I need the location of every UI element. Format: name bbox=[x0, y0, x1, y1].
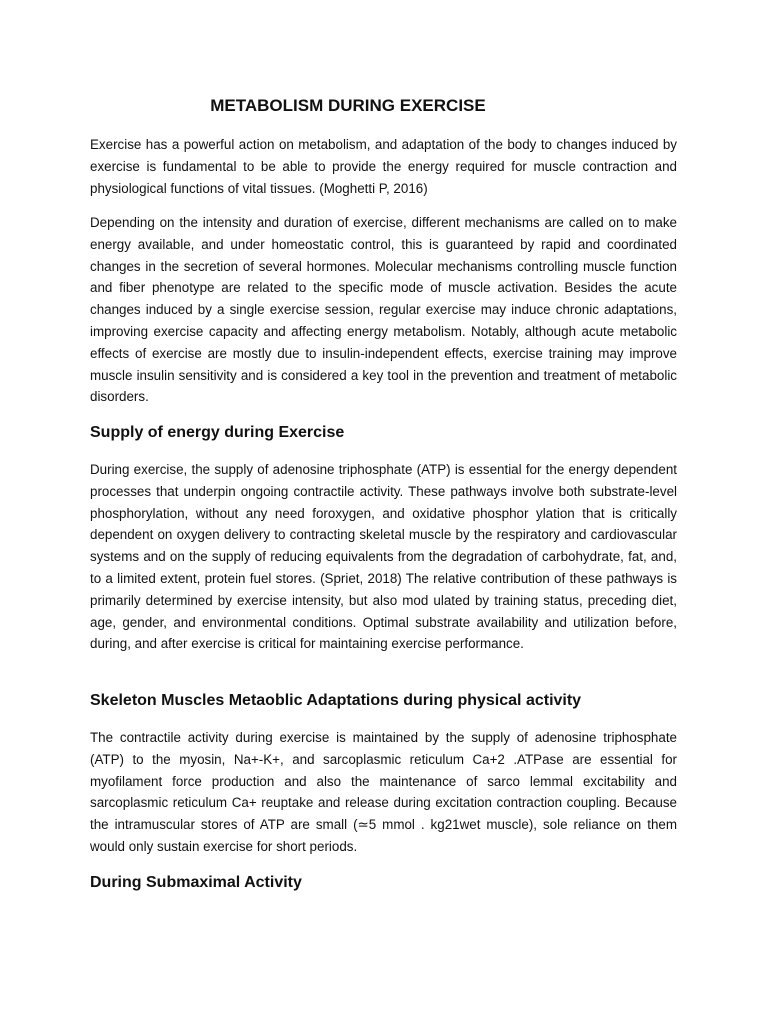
document-title: METABOLISM DURING EXERCISE bbox=[210, 96, 486, 115]
intro-paragraph-2: Depending on the intensity and duration of exercise, different mechanisms are called on to make energy available, and under homeostatic control, this is guaranteed by rapid and coordinated changes in the secretion of several hormones. Molecular mechanisms controlling muscle function and fiber phenotype are related to the specific mode of muscle activation. Besides the acute changes induced by a single exercise session, regular exercise may induce chronic adaptations, improving exercise capacity and affecting energy metabolism. Notably, although acute metabolic effects of exercise are mostly due to insulin-independent effects, exercise training may improve muscle insulin sensitivity and is considered a key tool in the prevention and treatment of metabolic disorders. bbox=[90, 215, 677, 405]
section-heading-submaximal: During Submaximal Activity bbox=[90, 874, 302, 891]
section-heading-energy-supply: Supply of energy during Exercise bbox=[90, 424, 345, 441]
section-paragraph-muscle-adaptations: The contractile activity during exercise is maintained by the supply of adenosine triphosphate (ATP) to the myosin, Na+-K+, and sarcoplasmic reticulum Ca+2 .ATPase are essential for myofilament force production and also the maintenance of sarco lemmal excitability and sarcoplasmic reticulum Ca+ reuptake and release during excitation contraction coupling. Because the intramuscular stores of ATP are small (≃5 mmol . kg21wet muscle), sole reliance on them would only sustain exercise for short periods. bbox=[90, 730, 677, 854]
intro-paragraph-1: Exercise has a powerful action on metabolism, and adaptation of the body to changes induced by exercise is fundamental to be able to provide the energy required for muscle contraction and physiological functions of vital tissues. (Moghetti P, 2016) bbox=[90, 137, 677, 196]
section-heading-muscle-adaptations: Skeleton Muscles Metaoblic Adaptations during physical activity bbox=[90, 692, 582, 709]
section-paragraph-energy-supply: During exercise, the supply of adenosine triphosphate (ATP) is essential for the energy dependent processes that underpin ongoing contractile activity. These pathways involve both substrate-level phosphorylation, without any need foroxygen, and oxidative phosphor ylation that is critically dependent on oxygen delivery to contracting skeletal muscle by the respiratory and cardiovascular systems and on the supply of reducing equivalents from the degradation of carbohydrate, fat, and, to a limited extent, protein fuel stores. (Spriet, 2018) The relative contribution of these pathways is primarily determined by exercise intensity, but also mod ulated by training status, preceding diet, age, gender, and environmental conditions. Optimal substrate availability and utilization before, during, and after exercise is critical for maintaining exercise performance. bbox=[90, 462, 677, 652]
